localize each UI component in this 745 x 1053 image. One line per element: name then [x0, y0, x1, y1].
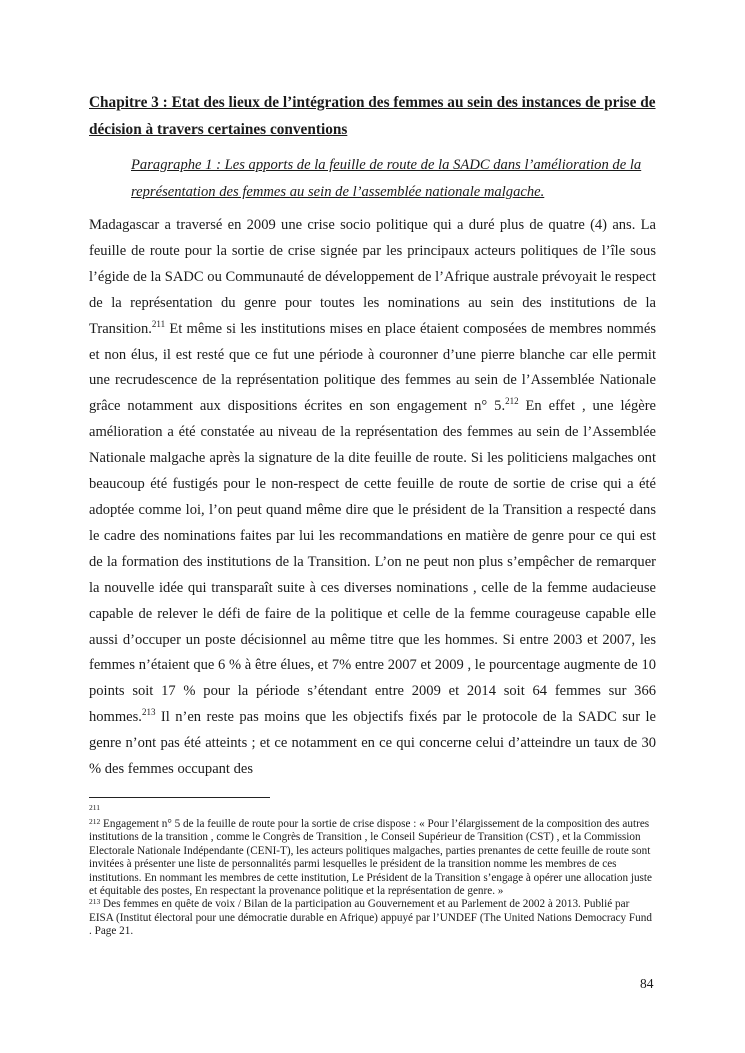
body-text-part: En effet , une légère amélioration a été constatée au niveau de la représentation des femmes au sein de l’Assemblée Nationale malgache après la signature de la dite feuille de route. Si les politiciens malgaches ont beaucoup été fustigés pour le non-respect de cette feuille de route de sortie de crise qui a été adoptée comme loi, l’on peut quand même dire que le président de la Transition a respecté dans le cadre des nominations faites par lui les recommandations en matière de genre pour ce qui est de la formation des institutions de la Transition. L’on ne peut non plus s’empêcher de remarquer la nouvelle idée qui transparaît suite à ces diverses nominations , celle de la femme audacieuse capable de relever le défi de faire de la politique et celle de la femme courageuse capable elle aussi d’occuper un poste décisionnel au même titre que les hommes. Si entre 2003 et 2007, les femmes n’étaient que 6 % à être élues, et 7% entre 2007 et 2009 , le pourcentage augmente de 10 points soit 17 % pour la période s’étendant entre 2009 et 2014 soit 64 femmes sur 366 hommes.: [89, 398, 656, 726]
page-number: 84: [640, 976, 654, 991]
body-text-part: Madagascar a traversé en 2009 une crise socio politique qui a duré plus de quatre (4) ans. La feuille de route pour la sortie de crise signée par les principaux acteurs politiques de l’île sous l’égide de la SADC ou Communauté de développement de l’Afrique australe prévoyait le respect de la représentation du genre pour toutes les nominations au sein des institutions de la Transition.: [89, 217, 656, 337]
footnote-number: 212: [89, 817, 101, 826]
paragraph-subheading: Paragraphe 1 : Les apports de la feuille de route de la SADC dans l’amélioration de la représentation des femmes au sein de l’assemblée nationale malgache.: [131, 157, 642, 200]
footnote-ref[interactable]: 211: [151, 318, 166, 329]
footnote-ref[interactable]: 212: [505, 396, 519, 407]
footnote-number: 213: [89, 897, 101, 907]
footnote-divider: [89, 797, 270, 798]
chapter-heading: Chapitre 3 : Etat des lieux de l’intégration des femmes au sein des instances de prise de décision à travers certaines conventions: [89, 94, 656, 138]
footnote-item: [89, 818, 656, 898]
footnote-ref[interactable]: 213: [141, 707, 156, 718]
body-text-part: Il n’en reste pas moins que les objectifs fixés par le protocole de la SADC sur le genre n’ont pas été atteints ; et ce notamment en ce qui concerne celui d’atteindre un taux de 30 % des femmes occupant des: [89, 709, 656, 778]
body-paragraph: [89, 213, 656, 783]
footnote-number: 211: [89, 803, 100, 812]
footnote-text: Engagement n° 5 de la feuille de route pour la sortie de crise dispose : « Pour l’élargissement de la composition des autres institutions de la transition , comme le Congrès de Transition , le Conseil Supérieur de Transition (CST) , et la Commission Electorale Nationale Indépendante (CENI-T), les acteurs politiques malgaches, parties prenantes de cette feuille de route sont invitées à présenter une liste de personnalités parmi lesquelles le président de la transition nomme les membres de ces institutions. En nommant les membres de cette institution, Le Président de la Transition s’engage à opérer une allocation juste et équitable des postes, En respectant la provenance politique et la représentation de genre. »: [89, 818, 652, 898]
footnote-item: [89, 898, 656, 938]
footnote-item: [89, 804, 656, 818]
footnotes-section: [89, 804, 656, 939]
footnote-text: Des femmes en quête de voix / Bilan de la participation au Gouvernement et au Parlement de 2002 à 2013. Publié par EISA (Institut électoral pour une démocratie durable en Afrique) appuyé par l’UNDEF (The United Nations Democracy Fund . Page 21.: [89, 898, 652, 938]
body-text-part: Et même si les institutions mises en place étaient composées de membres nommés et non élus, il est resté que ce fut une période à couronner d’une pierre blanche car elle permit une recrudescence de la représentation politique des femmes au sein de l’Assemblée Nationale grâce notamment aux dispositions écrites en son engagement n° 5.: [89, 320, 656, 415]
